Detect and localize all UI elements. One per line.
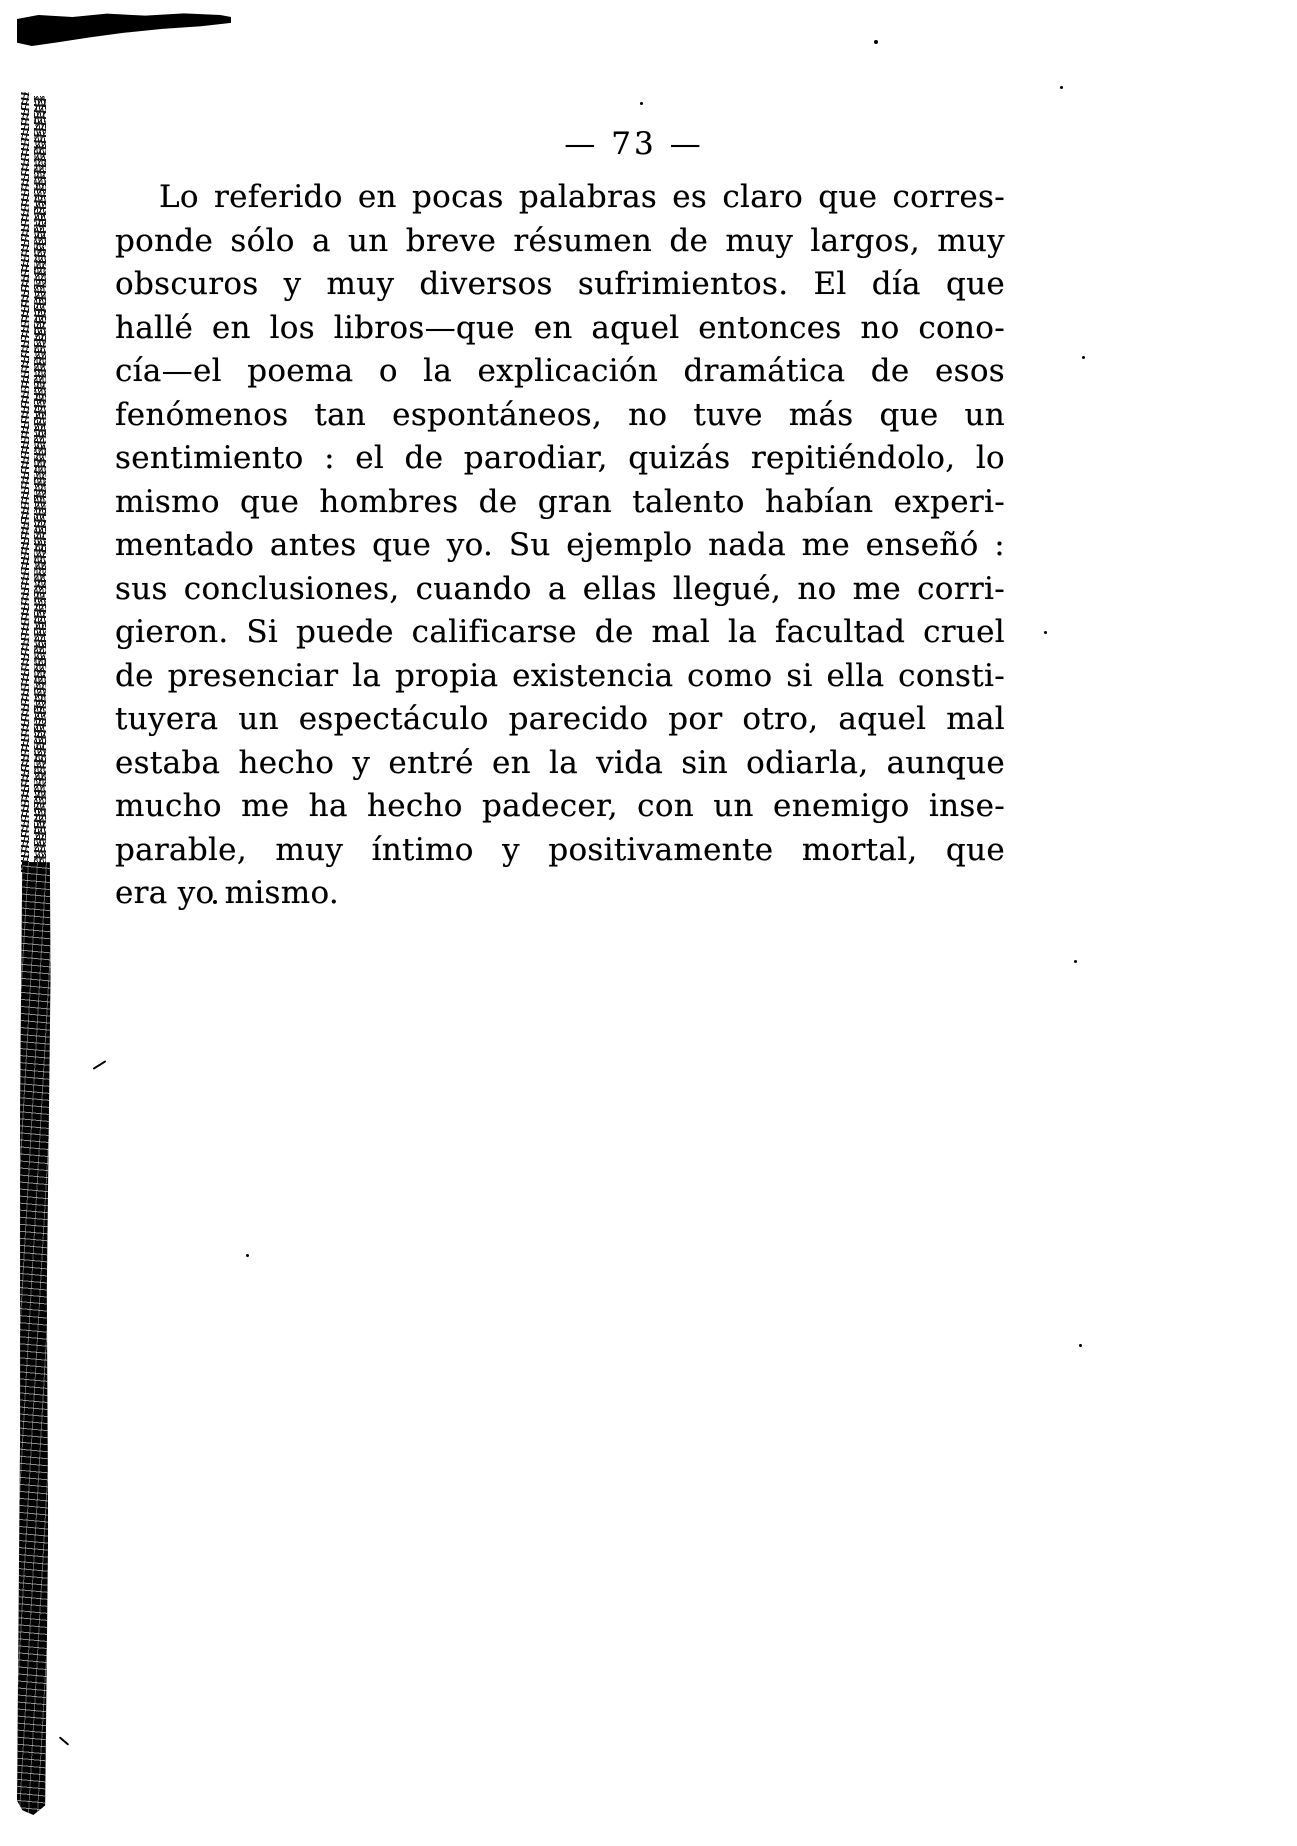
left-binding-band bbox=[17, 862, 51, 1815]
text-line: gieron. Si puede calificarse de mal la facultad cruel bbox=[115, 614, 1005, 650]
ink-smudge-top-left bbox=[17, 13, 231, 46]
text-line: ponde sólo a un breve résumen de muy largos, muy bbox=[115, 222, 1005, 259]
ink-speck bbox=[246, 1254, 249, 1257]
ink-scratch bbox=[93, 1060, 107, 1070]
ink-speck bbox=[1079, 1344, 1082, 1347]
text-line: mismo que hombres de gran talento habían experi- bbox=[115, 483, 1005, 520]
text-line: de presenciar la propia existencia como si ella consti- bbox=[115, 657, 1005, 694]
text-line: hallé en los libros—que en aquel entonces no cono- bbox=[115, 309, 1005, 346]
text-line: tuyera un espectáculo parecido por otro, aquel mal bbox=[115, 701, 1005, 737]
ink-speck bbox=[1060, 86, 1063, 89]
ink-speck bbox=[1082, 356, 1085, 359]
text-line: sentimiento : el de parodiar, quizás repitiéndolo, lo bbox=[115, 440, 1005, 476]
ink-speck bbox=[874, 40, 878, 44]
ink-scratch bbox=[59, 1736, 69, 1745]
left-scan-edge-stripe bbox=[34, 96, 46, 882]
text-line: parable, muy íntimo y positivamente mortal, que bbox=[115, 831, 1005, 868]
text-line: era yo mismo. bbox=[115, 875, 340, 911]
ink-speck bbox=[640, 102, 643, 105]
text-line: obscuros y muy diversos sufrimientos. El día que bbox=[115, 266, 1005, 302]
paragraph bbox=[115, 176, 1005, 916]
ink-speck bbox=[1044, 631, 1047, 634]
text-line: fenómenos tan espontáneos, no tuve más que un bbox=[115, 396, 1005, 433]
text-line: estaba hecho y entré en la vida sin odiarla, aunque bbox=[115, 744, 1005, 781]
text-line: sus conclusiones, cuando a ellas llegué, no me corri- bbox=[115, 570, 1005, 607]
text-line: mentado antes que yo. Su ejemplo nada me enseñó : bbox=[115, 527, 1005, 563]
text-line: cía—el poema o la explicación dramática de esos bbox=[115, 353, 1005, 389]
page-number: — 73 — bbox=[564, 126, 704, 162]
text-line: mucho me ha hecho padecer, con un enemigo inse- bbox=[115, 788, 1005, 824]
left-scan-edge-stripe bbox=[21, 92, 29, 872]
ink-speck bbox=[1074, 960, 1077, 963]
text-line: Lo referido en pocas palabras es claro que corres- bbox=[159, 179, 1005, 215]
